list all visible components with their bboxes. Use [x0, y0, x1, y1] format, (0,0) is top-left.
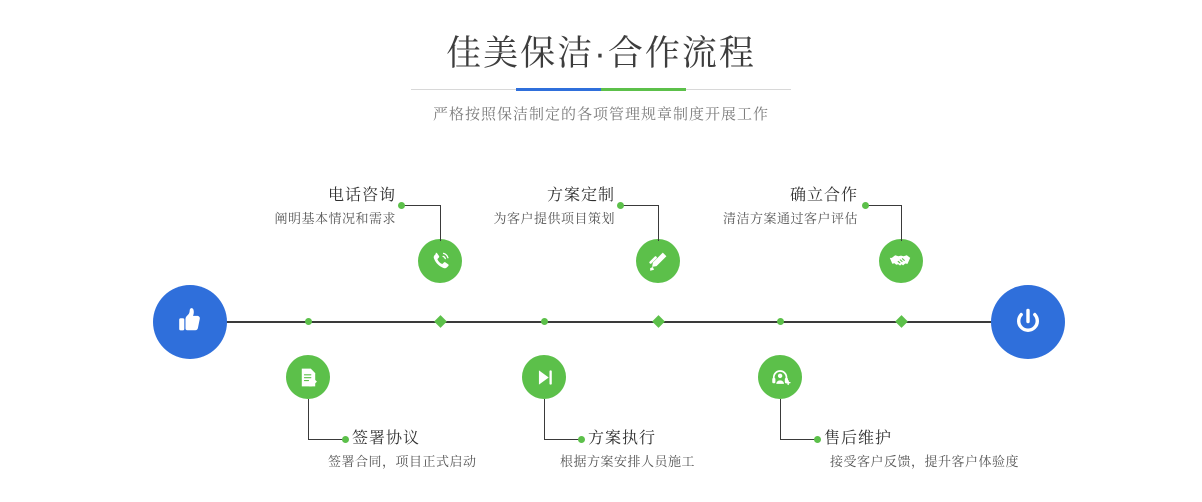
divider-accent-green: [601, 88, 686, 91]
axis-marker-step-3: [541, 318, 548, 325]
node-step-6[interactable]: [879, 239, 923, 283]
handshake-icon: [889, 249, 913, 273]
node-step-3[interactable]: [522, 355, 566, 399]
node-step-4[interactable]: [636, 239, 680, 283]
node-step-1[interactable]: [286, 355, 330, 399]
play-forward-icon: [533, 366, 556, 389]
label-step-2: [254, 185, 396, 229]
divider-accent-blue: [516, 88, 601, 91]
connector-dot-step-6: [862, 202, 869, 209]
connector-step-3-arm: [544, 439, 580, 440]
headset-support-icon: [769, 366, 792, 389]
timeline-end-badge: [991, 285, 1065, 359]
connector-dot-step-1: [342, 436, 349, 443]
axis-marker-step-1: [305, 318, 312, 325]
page-header: [0, 30, 1202, 124]
step-title: 售后维护: [824, 430, 893, 447]
phone-call-icon: [428, 249, 452, 273]
thumbs-up-icon: [172, 304, 208, 340]
connector-dot-step-2: [398, 202, 405, 209]
connector-step-5: [780, 399, 781, 439]
step-desc: 接受客户反馈，提升客户体验度: [830, 454, 1020, 469]
step-desc: 清洁方案通过客户评估: [722, 211, 858, 226]
connector-step-1-arm: [308, 439, 344, 440]
connector-step-3: [544, 399, 545, 439]
axis-marker-step-6: [895, 315, 908, 328]
step-title: 确立合作: [789, 187, 858, 204]
connector-dot-step-4: [617, 202, 624, 209]
label-step-6: [700, 185, 858, 229]
step-desc: 根据方案安排人员施工: [560, 454, 696, 469]
label-step-4: [460, 185, 615, 229]
axis-marker-step-2: [434, 315, 447, 328]
step-title: 方案执行: [588, 430, 657, 447]
connector-step-2-arm: [401, 205, 441, 206]
axis-marker-step-4: [652, 315, 665, 328]
step-title: 签署协议: [352, 430, 421, 447]
page-title: 佳美保洁·合作流程: [446, 34, 756, 73]
axis-marker-step-5: [777, 318, 784, 325]
step-title: 电话咨询: [327, 187, 396, 204]
connector-step-6-arm: [865, 205, 902, 206]
node-step-2[interactable]: [418, 239, 462, 283]
connector-step-2: [440, 205, 441, 241]
step-desc: 签署合同，项目正式启动: [328, 454, 477, 469]
power-icon: [1009, 303, 1047, 341]
connector-step-5-arm: [780, 439, 816, 440]
timeline-start-badge: [153, 285, 227, 359]
document-edit-icon: [297, 366, 320, 389]
label-step-3: [560, 428, 696, 472]
connector-step-6: [901, 205, 902, 241]
pen-ruler-icon: [646, 249, 670, 273]
step-desc: 阐明基本情况和需求: [274, 211, 396, 226]
label-step-5: [824, 428, 1019, 472]
connector-step-4: [658, 205, 659, 241]
label-step-1: [328, 428, 477, 472]
step-desc: 为客户提供项目策划: [493, 211, 615, 226]
title-divider: [411, 88, 791, 91]
connector-dot-step-5: [814, 436, 821, 443]
connector-step-1: [308, 399, 309, 439]
node-step-5[interactable]: [758, 355, 802, 399]
page-subtitle: 严格按照保洁制定的各项管理规章制度开展工作: [432, 106, 769, 123]
connector-step-4-arm: [620, 205, 659, 206]
connector-dot-step-3: [578, 436, 585, 443]
step-title: 方案定制: [546, 187, 615, 204]
